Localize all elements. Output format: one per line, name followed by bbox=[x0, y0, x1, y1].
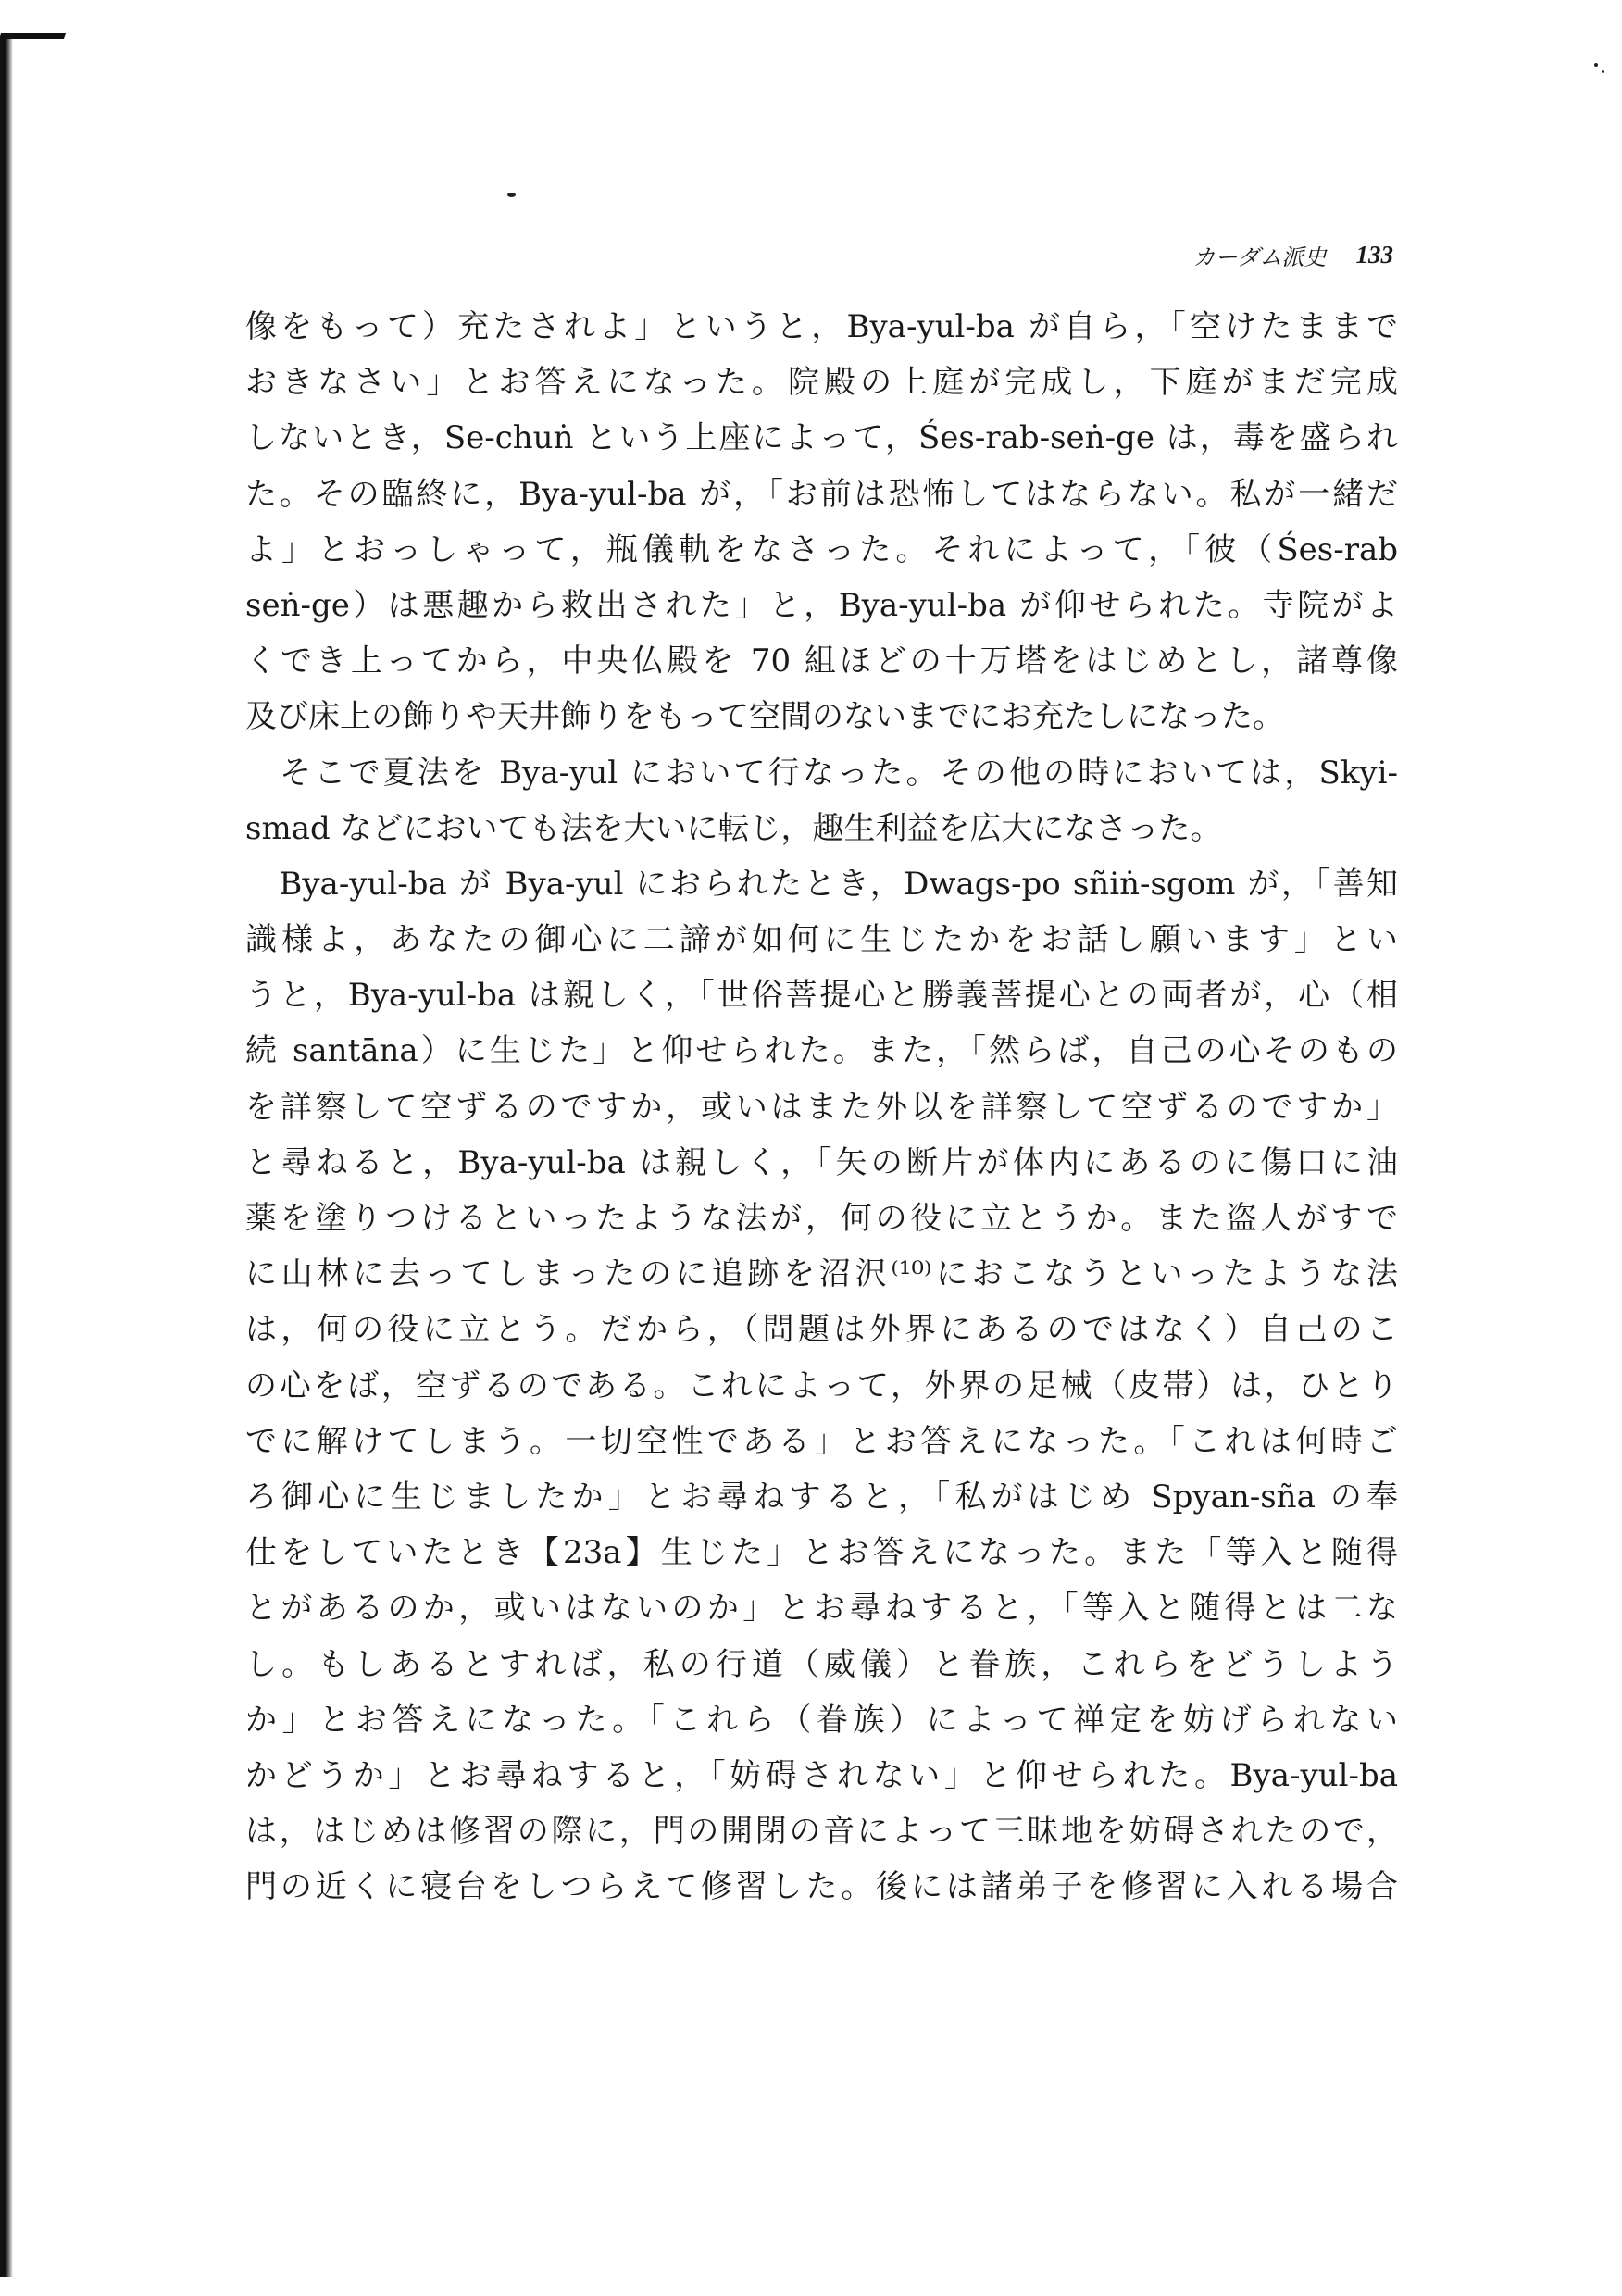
text-line: の心をば，空ずるのである。これによって，外界の足械（皮帯）は，ひとり bbox=[245, 1366, 1398, 1404]
text-line: た。その臨終に，Bya-yul-ba が，「お前は恐怖してはならない。私が一緒だ bbox=[245, 475, 1398, 513]
text-line: を詳察して空ずるのですか，或いはまた外以を詳察して空ずるのですか」 bbox=[245, 1088, 1398, 1126]
text-line: は，何の役に立とう。だから，（問題は外界にあるのではなく）自己のこ bbox=[245, 1311, 1398, 1349]
text-line: ろ御心に生じましたか」とお尋ねすると，「私がはじめ Spyan-sña の奉 bbox=[245, 1478, 1398, 1516]
scan-speck bbox=[507, 193, 516, 197]
text-line: そこで夏法を Bya-yul において行なった。その他の時においては，Skyi- bbox=[245, 754, 1398, 792]
text-line: 薬を塗りつけるといったような法が，何の役に立とうか。また盗人がすで bbox=[245, 1200, 1398, 1237]
text-line: smad などにおいても法を大いに転じ，趣生利益を広大になさった。 bbox=[245, 809, 1222, 847]
text-line: 識様よ，あなたの御心に二諦が如何に生じたかをお話し願います」とい bbox=[245, 921, 1398, 959]
text-line: くでき上ってから，中央仏殿を 70 組ほどの十万塔をはじめとし，諸尊像 bbox=[245, 643, 1398, 680]
text-line: でに解けてしまう。一切空性である」とお答えになった。「これは何時ご bbox=[245, 1422, 1398, 1460]
text-line: かどうか」とお尋ねすると，「妨碍されない」と仰せられた。Bya-yul-ba bbox=[245, 1756, 1398, 1794]
text-line: と尋ねると，Bya-yul-ba は親しく，「矢の断片が体内にあるのに傷口に油 bbox=[245, 1143, 1398, 1181]
page-binding-edge bbox=[0, 37, 13, 2277]
text-line: seṅ-ge）は悪趣から救出された」と，Bya-yul-ba が仰せられた。寺院がよ bbox=[245, 586, 1398, 624]
text-line: Bya-yul-ba が Bya-yul におられたとき，Dwags-po sñiṅ-sgom が，「善知 bbox=[245, 865, 1398, 903]
text-line: 及び床上の飾りや天井飾りをもって空間のないまでにお充たしになった。 bbox=[245, 698, 1284, 736]
text-line: 仕をしていたとき【23a】生じた」とお答えになった。また「等入と随得 bbox=[245, 1534, 1398, 1572]
body-text bbox=[245, 299, 1398, 1915]
text-line: おきなさい」とお答えになった。院殿の上庭が完成し，下庭がまだ完成 bbox=[245, 364, 1398, 402]
page-header bbox=[1111, 236, 1393, 273]
text-line: 続 santāna）に生じた」と仰せられた。また，「然らば，自己の心そのもの bbox=[245, 1032, 1398, 1070]
page-binding-mark bbox=[0, 33, 66, 39]
page-number: 133 bbox=[1355, 240, 1393, 268]
text-line: か」とお答えになった。「これら（眷族）によって禅定を妨げられない bbox=[245, 1701, 1398, 1739]
text-line: しないとき，Se-chuṅ という上座によって，Śes-rab-seṅ-ge は，毒を盛られ bbox=[245, 419, 1398, 457]
text-line: に山林に去ってしまったのに追跡を沼沢⁽¹⁰⁾におこなうといったような法 bbox=[245, 1255, 1398, 1293]
scan-speck bbox=[1602, 70, 1604, 73]
text-line: は，はじめは修習の際に，門の開閉の音によって三昧地を妨碍されたので， bbox=[245, 1813, 1398, 1851]
text-line: 門の近くに寝台をしつらえて修習した。後には諸弟子を修習に入れる場合 bbox=[245, 1868, 1398, 1906]
text-line: うと，Bya-yul-ba は親しく，「世俗菩提心と勝義菩提心との両者が，心（相 bbox=[245, 977, 1398, 1015]
text-line: 像をもって）充たされよ」というと，Bya-yul-ba が自ら，「空けたままで bbox=[245, 308, 1398, 345]
text-line: し。もしあるとすれば，私の行道（威儀）と眷族，これらをどうしよう bbox=[245, 1645, 1398, 1683]
text-line: とがあるのか，或いはないのか」とお尋ねすると，「等入と随得とは二な bbox=[245, 1590, 1398, 1628]
scan-speck bbox=[1594, 63, 1598, 67]
text-line: よ」とおっしゃって，瓶儀軌をなさった。それによって，「彼（Śes-rab bbox=[245, 530, 1398, 568]
running-title: カーダム派史 bbox=[1192, 243, 1327, 270]
